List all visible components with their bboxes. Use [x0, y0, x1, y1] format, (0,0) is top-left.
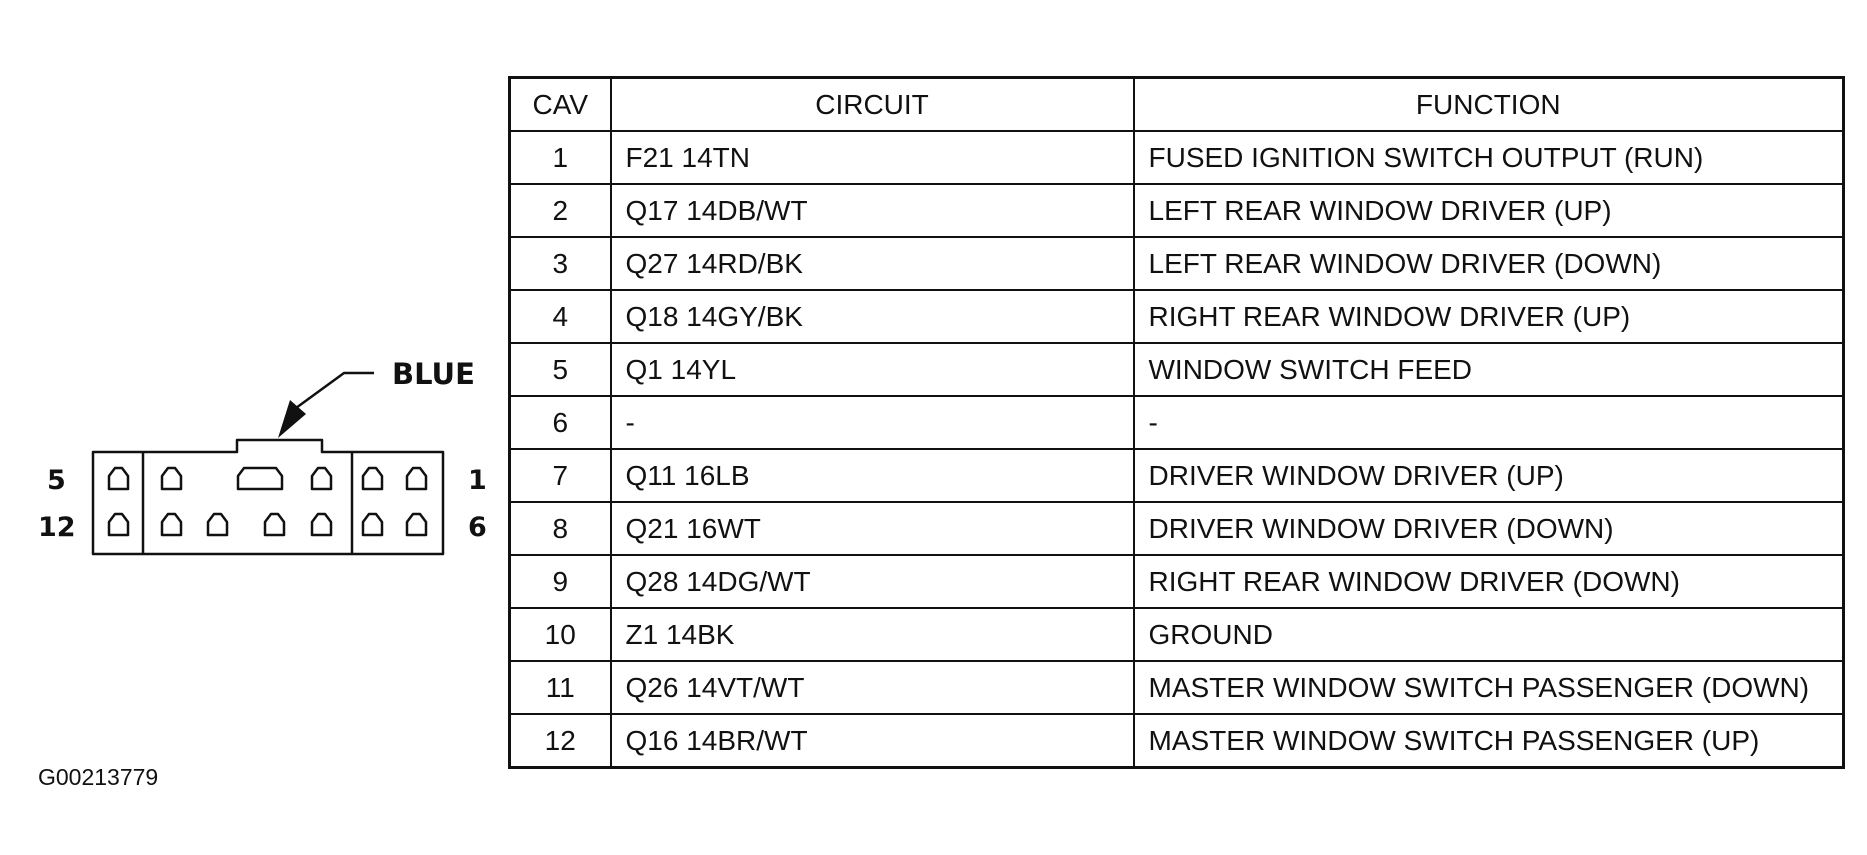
cavity-9 [265, 514, 284, 535]
cavity-2 [363, 468, 382, 489]
function-cell: DRIVER WINDOW DRIVER (UP) [1134, 449, 1844, 502]
cavity-4 [162, 468, 181, 489]
header-circuit: CIRCUIT [611, 78, 1134, 132]
cav-cell: 9 [510, 555, 611, 608]
cav-cell: 2 [510, 184, 611, 237]
pin-label-top-right: 1 [468, 465, 487, 496]
table-row [510, 343, 1844, 396]
header-function: FUNCTION [1134, 78, 1844, 132]
table-row [510, 131, 1844, 184]
circuit-cell: Q11 16LB [611, 449, 1134, 502]
table-row [510, 661, 1844, 714]
cav-cell: 10 [510, 608, 611, 661]
function-cell: LEFT REAR WINDOW DRIVER (DOWN) [1134, 237, 1844, 290]
table-row [510, 449, 1844, 502]
circuit-cell: Q16 14BR/WT [611, 714, 1134, 768]
circuit-cell: Q21 16WT [611, 502, 1134, 555]
cavity-12 [109, 514, 128, 535]
table-row [510, 555, 1844, 608]
pin-label-bottom-right: 6 [468, 512, 487, 543]
cavity-3-oval [238, 468, 282, 489]
circuit-cell: Q17 14DB/WT [611, 184, 1134, 237]
cav-cell: 3 [510, 237, 611, 290]
circuit-cell: Q27 14RD/BK [611, 237, 1134, 290]
function-cell: RIGHT REAR WINDOW DRIVER (DOWN) [1134, 555, 1844, 608]
cavity-11 [162, 514, 181, 535]
table-row [510, 184, 1844, 237]
connector-housing [93, 440, 443, 554]
circuit-cell: Z1 14BK [611, 608, 1134, 661]
cavity-8 [312, 514, 331, 535]
figure-id: G00213779 [38, 764, 159, 790]
cav-cell: 5 [510, 343, 611, 396]
pin-label-bottom-left: 12 [38, 512, 76, 543]
pinout-table [508, 76, 1845, 769]
cav-cell: 11 [510, 661, 611, 714]
cavity-3 [312, 468, 331, 489]
leader-arrowhead [278, 400, 306, 438]
cavity-1 [407, 468, 426, 489]
table-row [510, 714, 1844, 768]
cav-cell: 1 [510, 131, 611, 184]
circuit-cell: Q1 14YL [611, 343, 1134, 396]
function-cell: GROUND [1134, 608, 1844, 661]
pin-label-top-left: 5 [47, 465, 66, 496]
cav-cell: 8 [510, 502, 611, 555]
table-row [510, 502, 1844, 555]
cavity-10 [208, 514, 227, 535]
header-cav: CAV [510, 78, 611, 132]
table-row [510, 396, 1844, 449]
cav-cell: 12 [510, 714, 611, 768]
table-row [510, 290, 1844, 343]
circuit-cell: Q26 14VT/WT [611, 661, 1134, 714]
function-cell: - [1134, 396, 1844, 449]
function-cell: WINDOW SWITCH FEED [1134, 343, 1844, 396]
table-row [510, 237, 1844, 290]
cavity-6 [407, 514, 426, 535]
function-cell: MASTER WINDOW SWITCH PASSENGER (DOWN) [1134, 661, 1844, 714]
table-row [510, 608, 1844, 661]
cav-cell: 4 [510, 290, 611, 343]
cav-cell: 6 [510, 396, 611, 449]
cav-cell: 7 [510, 449, 611, 502]
cavity-5 [109, 468, 128, 489]
circuit-cell: Q18 14GY/BK [611, 290, 1134, 343]
function-cell: LEFT REAR WINDOW DRIVER (UP) [1134, 184, 1844, 237]
circuit-cell: F21 14TN [611, 131, 1134, 184]
connector-color-label: BLUE [392, 357, 475, 391]
function-cell: DRIVER WINDOW DRIVER (DOWN) [1134, 502, 1844, 555]
function-cell: FUSED IGNITION SWITCH OUTPUT (RUN) [1134, 131, 1844, 184]
connector-diagram [0, 0, 500, 600]
function-cell: MASTER WINDOW SWITCH PASSENGER (UP) [1134, 714, 1844, 768]
cavity-7 [363, 514, 382, 535]
circuit-cell: Q28 14DG/WT [611, 555, 1134, 608]
leader-line [296, 373, 374, 408]
function-cell: RIGHT REAR WINDOW DRIVER (UP) [1134, 290, 1844, 343]
table-header-row [510, 78, 1844, 132]
circuit-cell: - [611, 396, 1134, 449]
